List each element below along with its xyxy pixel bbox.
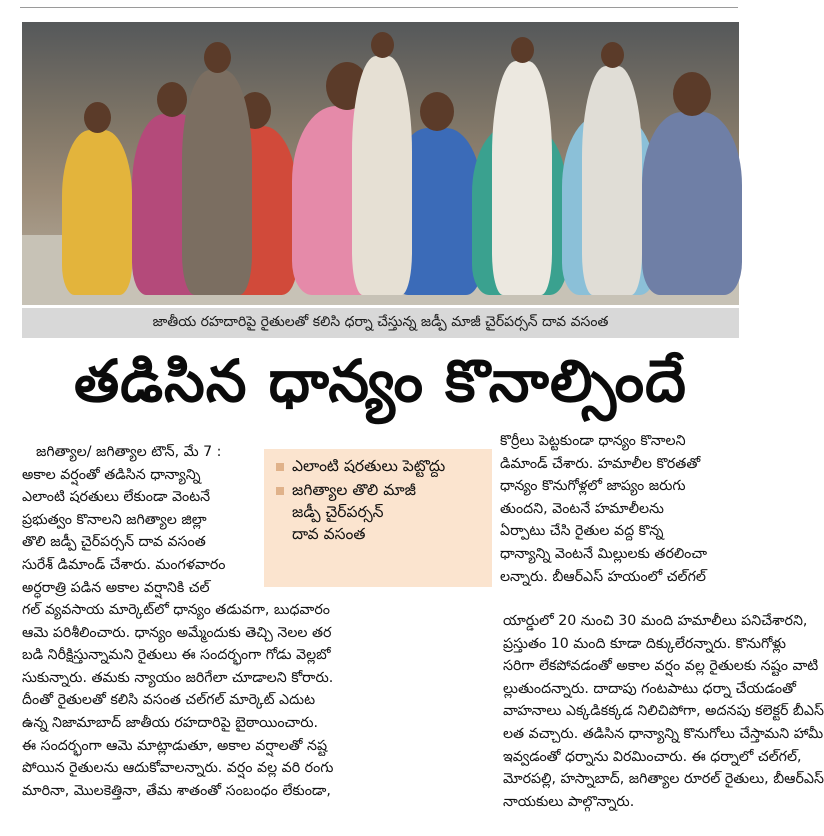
top-rule	[20, 7, 738, 8]
highlight-line: ఎలాంటి షరతులు పెట్టొద్దు	[292, 457, 446, 475]
article-column-bottom-right	[503, 610, 824, 813]
article-line: ఈ సందర్భంగా ఆమె మాట్లాడుతూ, అకాల వర్షాలతో నష్ట	[22, 737, 328, 754]
article-line: ల్లుతుందన్నారు. దాదాపు గంటపాటు ధర్నా చేయడంతో	[503, 680, 796, 697]
article-line: ఏర్పాటు చేసి రైతుల వద్ద కొన్న	[500, 523, 664, 540]
highlight-item	[270, 479, 486, 545]
article-column-right	[500, 430, 740, 588]
article-line: తుందని, వెంటనే హమాలీలను	[500, 500, 664, 517]
article-line: ధాన్యాన్ని వెంటనే మిల్లులకు తరలించా	[500, 545, 708, 562]
news-photo	[22, 22, 739, 305]
article-column-bottom-left	[22, 599, 500, 802]
article-line: ప్రస్తుతం 10 మంది కూడా దిక్కులేరన్నారు. కొనుగోళ్లు	[503, 635, 786, 652]
highlight-line: దావ వసంత	[292, 525, 366, 543]
article-line: వాహనాలు ఎక్కడికక్కడ నిలిచిపోగా, అదనపు కలెక్టర్ బీఎస్	[503, 703, 824, 720]
article-line: సురేశ్ డిమాండ్ చేశారు. మంగళవారం	[22, 556, 226, 573]
article-line: యార్డులో 20 నుంచి 30 మంది హమాలీలు పనిచేశారని,	[503, 613, 808, 629]
article-line: తొలి జడ్పీ చైర్‌పర్సన్ దావ వసంత	[22, 534, 206, 551]
article-line: డిమాండ్ చేశారు. హమాలీల కొరతతో	[500, 455, 701, 472]
article-line: అర్ధరాత్రి పడిన అకాల వర్షానికి చల్	[22, 579, 210, 596]
bullet-square-icon	[276, 487, 284, 495]
protester-figure	[642, 72, 742, 305]
article-line: మారినా, మొలకెత్తినా, తేమ శాతంతో సంబంధం లేకుండా,	[22, 782, 331, 799]
bullet-square-icon	[276, 463, 284, 471]
article-line: పోయిన రైతులను ఆదుకోవాలన్నారు. వర్షం వల్ల వరి రంగు	[22, 760, 334, 777]
article-line: ఆమె పరిశీలించారు. ధాన్యం అమ్మేందుకు తెచ్చి నెలల తర	[22, 624, 332, 641]
article-line: బడి నిరీక్షిస్తున్నామని రైతులు ఈ సందర్భంగా గోడు వెల్లబో	[22, 647, 331, 664]
highlight-box	[264, 449, 492, 587]
article-column-left	[22, 441, 262, 599]
article-line: ధాన్యం కొనుగోళ్లలో జాప్యం జరుగు	[500, 478, 686, 495]
article-line: లన్నారు. బీఆర్ఎస్ హయంలో చల్‌గల్	[500, 568, 706, 585]
article-line: అకాల వర్షంతో తడిసిన ధాన్యాన్ని	[22, 466, 201, 483]
article-line: ఎలాంటి షరతులు లేకుండా వెంటనే	[22, 489, 211, 506]
article-line: నాయకులు పాల్గొన్నారు.	[503, 793, 635, 810]
photo-caption: జాతీయ రహదారిపై రైతులతో కలిసి ధర్నా చేస్తున్న జడ్పీ మాజీ చైర్‌పర్సన్ దావ వసంత	[22, 308, 739, 338]
article-line: లత వచ్చారు. తడిసిన ధాన్యాన్ని కొనుగోలు చేస్తామని హామీ	[503, 725, 824, 742]
article-line: ఉన్న నిజామాబాద్ జాతీయ రహదారిపై బైఠాయించారు.	[22, 714, 319, 731]
article-line: గల్ వ్యవసాయ మార్కెట్‌లో ధాన్యం తడువగా, బుధవారం	[22, 602, 330, 618]
highlight-line: జగిత్యాల తొలి మాజీ	[292, 481, 416, 499]
protester-figure	[582, 42, 642, 305]
headline: తడిసిన ధాన్యం కొనాల్సిందే	[74, 346, 687, 415]
article-line: సరిగా లేకపోవడంతో అకాల వర్షం వల్ల రైతులకు నష్టం వాటి	[503, 658, 819, 675]
article-line: ప్రభుత్వం కొనాలని జగిత్యాల జిల్లా	[22, 511, 207, 528]
protester-figure	[492, 37, 552, 305]
highlight-item	[270, 455, 486, 477]
article-line: జగిత్యాల/ జగిత్యాల టౌన్‌, మే 7 :	[36, 444, 222, 460]
protester-figure	[62, 102, 132, 305]
protester-figure	[352, 32, 412, 305]
highlight-line: జడ్పీ చైర్‌పర్సన్	[292, 503, 384, 521]
article-line: కొర్రీలు పెట్టకుండా ధాన్యం కొనాలని	[500, 433, 686, 449]
article-line: దీంతో రైతులతో కలిసి వసంత చల్‌గల్ మార్కెట్ ఎదుట	[22, 692, 316, 709]
article-line: సుకున్నారు. తమకు న్యాయం జరిగేలా చూడాలని కోరారు.	[22, 669, 334, 686]
article-line: ఇవ్వడంతో ధర్నాను విరమించారు. ఈ ధర్నాలో చల్‌గల్,	[503, 748, 802, 765]
protester-figure	[182, 42, 252, 305]
article-line: మోరపల్లి, హస్నాబాద్, జగిత్యాల రూరల్ రైతులు, బీఆర్ఎస్	[503, 771, 824, 788]
